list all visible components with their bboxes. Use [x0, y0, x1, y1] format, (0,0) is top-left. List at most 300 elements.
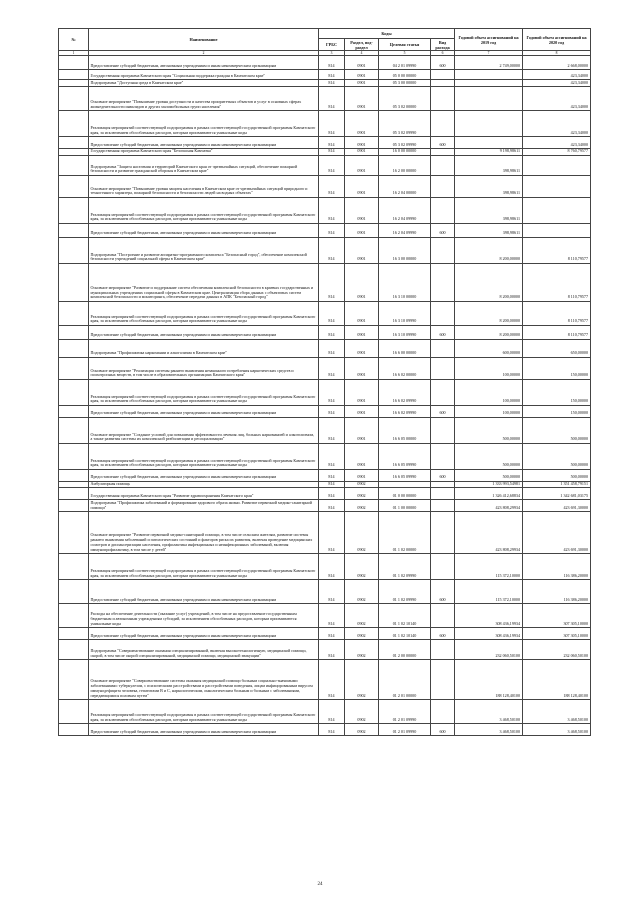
- cell-csr: 16 6 05 00000: [379, 417, 431, 443]
- col-vr-header: Вид расхода: [431, 39, 455, 51]
- cell-grbs: 814: [319, 56, 345, 70]
- budget-table: [58, 28, 591, 736]
- cell-csr: 16 6 00 00000: [379, 339, 431, 357]
- cell-num: [59, 263, 89, 301]
- cell-2019: 500,00000: [455, 469, 523, 481]
- table-row: [59, 237, 591, 263]
- cell-razdel: 0901: [345, 357, 379, 379]
- cell-2020: 3 468,50100: [523, 724, 591, 736]
- cell-2019: 398,98611: [455, 197, 523, 223]
- cell-csr: 16 6 02 09990: [379, 405, 431, 417]
- cell-vr: [431, 339, 455, 357]
- cell-name: Основное мероприятие "Повышение уровня доступности и качества приоритетных объектов и услуг в основных сферах жизнедеятельности инвалидов и других маломобильных групп населения": [89, 87, 319, 111]
- cell-vr: [431, 87, 455, 111]
- cell-grbs: 814: [319, 155, 345, 175]
- cell-csr: 01 1 02 00000: [379, 512, 431, 554]
- cell-razdel: 0901: [345, 443, 379, 469]
- cell-csr: 16 3 10 00000: [379, 263, 431, 301]
- table-row: [59, 357, 591, 379]
- table-row: [59, 379, 591, 405]
- cell-2020: 2 668,00000: [523, 56, 591, 70]
- cell-2019: 100,00000: [455, 379, 523, 405]
- cell-num: [59, 469, 89, 481]
- cell-2020: 3 468,50100: [523, 700, 591, 724]
- page-number: 24: [317, 882, 323, 887]
- cell-vr: [431, 357, 455, 379]
- cell-2020: 500,00000: [523, 443, 591, 469]
- budget-table-sheet: [58, 28, 590, 736]
- cell-vr: 600: [431, 724, 455, 736]
- cell-num: [59, 640, 89, 660]
- cell-2020: 8 110,79577: [523, 325, 591, 339]
- cell-csr: 01 0 00 00000: [379, 488, 431, 500]
- cell-2020: 150,00000: [523, 357, 591, 379]
- cell-grbs: 814: [319, 301, 345, 325]
- cell-csr: 01 2 01 00000: [379, 660, 431, 700]
- cell-name: Основное мероприятие "Совершенствование системы оказания медицинской помощи больным социально-значимыми заболеваниями: туберкулезом, с психическими расстройствами и расстройствами поведения, лицам инфицированным вирусом иммунодефицита человека, гепатитами В и С, наркологическим, онкологическим больным и больным с заболеваниями, передающимися половым путем": [89, 660, 319, 700]
- cell-razdel: 0901: [345, 175, 379, 197]
- cell-vr: [431, 80, 455, 87]
- col-index: 8: [523, 51, 591, 56]
- cell-grbs: 814: [319, 660, 345, 700]
- cell-name: Государственная программа Камчатского края "Безопасная Камчатка": [89, 149, 319, 156]
- cell-name: Расходы на обеспечение деятельности (оказание услуг) учреждений, в том числе на предоставление государственным бюджетным и автономным учреждениям субсидий, за исключением обособленных расходов, которым присваиваются уникальные коды: [89, 604, 319, 628]
- cell-vr: 600: [431, 56, 455, 70]
- cell-num: [59, 405, 89, 417]
- cell-vr: [431, 660, 455, 700]
- cell-2019: 100,00000: [455, 357, 523, 379]
- cell-grbs: 814: [319, 237, 345, 263]
- cell-csr: 01 2 00 00000: [379, 640, 431, 660]
- cell-2020: 423,34000: [523, 80, 591, 87]
- cell-2019: [455, 70, 523, 80]
- cell-num: [59, 724, 89, 736]
- cell-razdel: 0901: [345, 56, 379, 70]
- table-row: [59, 175, 591, 197]
- cell-num: [59, 660, 89, 700]
- cell-vr: 600: [431, 405, 455, 417]
- table-row: [59, 301, 591, 325]
- cell-2020: 423,34000: [523, 87, 591, 111]
- cell-name: Подпрограмма "Профилактика заболеваний и формирование здорового образа жизни. Развитие первичной медико-санитарной помощи": [89, 500, 319, 512]
- cell-vr: 600: [431, 223, 455, 237]
- cell-csr: 05 3 02 09990: [379, 111, 431, 137]
- cell-razdel: 0901: [345, 137, 379, 149]
- cell-2020: 650,00000: [523, 339, 591, 357]
- cell-name: Реализация мероприятий соответствующей подпрограммы в рамках соответствующей государственной программы Камчатского края, за исключением обособленных расходов, которым присваиваются уникальные коды: [89, 379, 319, 405]
- cell-name: Подпрограмма "Совершенствование оказания специализированной, включая высокотехнологичную, медицинской помощи, скорой, в том числе скорой специализированной, медицинской помощи, медицинской эвакуации": [89, 640, 319, 660]
- cell-num: [59, 339, 89, 357]
- cell-grbs: 814: [319, 175, 345, 197]
- cell-name: Государственная программа Камчатского края "Социальная поддержка граждан в Камчатском крае": [89, 70, 319, 80]
- cell-grbs: 814: [319, 111, 345, 137]
- cell-vr: [431, 488, 455, 500]
- cell-2020: [523, 155, 591, 175]
- cell-csr: 16 6 02 00000: [379, 357, 431, 379]
- cell-grbs: 814: [319, 197, 345, 223]
- table-row: [59, 724, 591, 736]
- table-row: [59, 500, 591, 512]
- cell-grbs: 814: [319, 724, 345, 736]
- cell-name: Амбулаторная помощь: [89, 481, 319, 488]
- cell-grbs: 814: [319, 263, 345, 301]
- cell-2019: 188 128,40100: [455, 660, 523, 700]
- table-row: [59, 137, 591, 149]
- cell-name: Основное мероприятие "Развитие первичной медико-санитарной помощи, в том числе сельским жителям, развитие системы раннего выявления заболеваний и патологических состояний и факторов риска их развития, включая проведение медицинских осмотров и диспансеризации населения, профилактика инфекционных и неинфекционных заболеваний, включая иммунопрофилактику, в том числе у детей": [89, 512, 319, 554]
- cell-2019: 9 198,98611: [455, 149, 523, 156]
- cell-csr: 16 2 04 09990: [379, 223, 431, 237]
- cell-vr: [431, 111, 455, 137]
- table-row: [59, 197, 591, 223]
- col-2019-header: Годовой объем ассигнований на 2019 год: [455, 29, 523, 51]
- cell-num: [59, 301, 89, 325]
- cell-vr: [431, 417, 455, 443]
- cell-name: Реализация мероприятий соответствующей подпрограммы в рамках соответствующей государственной программы Камчатского края, за исключением обособленных расходов, которым присваиваются уникальные коды: [89, 700, 319, 724]
- cell-grbs: 814: [319, 628, 345, 640]
- cell-2019: 115 372,10000: [455, 580, 523, 604]
- cell-num: [59, 70, 89, 80]
- cell-razdel: 0902: [345, 580, 379, 604]
- cell-2020: 150,00000: [523, 405, 591, 417]
- table-row: [59, 70, 591, 80]
- cell-2020: [523, 223, 591, 237]
- cell-name: Основное мероприятие "Повышение уровня защиты населения в Камчатском крае от чрезвычайных ситуаций природного и техногенного характера, пожарной безопасности и безопасности людей на водных объектах": [89, 175, 319, 197]
- cell-2020: 232 060,50100: [523, 640, 591, 660]
- cell-num: [59, 700, 89, 724]
- cell-2020: 116 386,20000: [523, 580, 591, 604]
- cell-2020: 423,34000: [523, 70, 591, 80]
- col-index: 6: [431, 51, 455, 56]
- cell-2019: 500,00000: [455, 443, 523, 469]
- cell-grbs: 814: [319, 357, 345, 379]
- cell-2019: 600,00000: [455, 339, 523, 357]
- cell-vr: [431, 149, 455, 156]
- table-row: [59, 417, 591, 443]
- cell-razdel: 0902: [345, 640, 379, 660]
- cell-grbs: 814: [319, 325, 345, 339]
- col-index: 2: [89, 51, 319, 56]
- cell-name: Основное мероприятие "Развитие и поддержание систем обеспечения комплексной безопасности в краевых государственных и муниципальных учреждениях социальной сферы в Камчатском крае. Централизация сбора данных с объектовых систем комплексной безопасности и мониторинга, обеспечение передачи данных в АПК "Безопасный город": [89, 263, 319, 301]
- cell-vr: [431, 500, 455, 512]
- cell-razdel: 0901: [345, 87, 379, 111]
- cell-2019: 1 333 993,54981: [455, 481, 523, 488]
- cell-name: Реализация мероприятий соответствующей подпрограммы в рамках соответствующей государственной программы Камчатского края, за исключением обособленных расходов, которым присваиваются уникальные коды: [89, 443, 319, 469]
- cell-razdel: 0902: [345, 660, 379, 700]
- cell-vr: [431, 604, 455, 628]
- cell-2019: 1 326 412,68834: [455, 488, 523, 500]
- cell-vr: 600: [431, 580, 455, 604]
- table-row: [59, 488, 591, 500]
- cell-2019: [455, 111, 523, 137]
- cell-2020: 8 110,79577: [523, 301, 591, 325]
- cell-name: Государственная программа Камчатского края "Развитие здравоохранения Камчатского края": [89, 488, 319, 500]
- cell-num: [59, 56, 89, 70]
- cell-2019: 308 436,19934: [455, 628, 523, 640]
- cell-vr: [431, 175, 455, 197]
- col-index: 3: [319, 51, 345, 56]
- cell-vr: [431, 640, 455, 660]
- cell-2019: [455, 80, 523, 87]
- cell-name: Основное мероприятие "Создание условий для повышения эффективности лечения лиц, больных наркоманией и алкоголизмом, а также развития системы их комплексной реабилитации и ресоциализации": [89, 417, 319, 443]
- cell-2019: 8 200,00000: [455, 301, 523, 325]
- cell-csr: 05 3 00 00000: [379, 80, 431, 87]
- cell-vr: [431, 197, 455, 223]
- cell-csr: 01 1 00 00000: [379, 500, 431, 512]
- cell-2020: 1 342 681,03175: [523, 488, 591, 500]
- cell-csr: 16 2 04 00000: [379, 175, 431, 197]
- cell-razdel: 0902: [345, 604, 379, 628]
- cell-name: Реализация мероприятий соответствующей подпрограммы в рамках соответствующей государственной программы Камчатского края, за исключением обособленных расходов, которым присваиваются уникальные коды: [89, 554, 319, 580]
- cell-csr: 16 6 02 09990: [379, 379, 431, 405]
- cell-name: Подпрограмма "Доступная среда в Камчатском крае": [89, 80, 319, 87]
- cell-name: Предоставление субсидий бюджетным, автономным учреждениям и иным некоммерческим организациям: [89, 137, 319, 149]
- col-index: 7: [455, 51, 523, 56]
- cell-csr: 05 0 00 00000: [379, 70, 431, 80]
- cell-vr: 600: [431, 137, 455, 149]
- cell-num: [59, 481, 89, 488]
- cell-vr: [431, 443, 455, 469]
- cell-vr: [431, 554, 455, 580]
- cell-razdel: 0902: [345, 724, 379, 736]
- cell-vr: [431, 379, 455, 405]
- table-row: [59, 263, 591, 301]
- cell-grbs: 814: [319, 137, 345, 149]
- cell-num: [59, 223, 89, 237]
- cell-name: Основное мероприятие "Реализация системы раннего выявления незаконного потребления наркотических средств и психотропных веществ, в том числе в образовательных организациях Камчатского края": [89, 357, 319, 379]
- cell-num: [59, 175, 89, 197]
- cell-grbs: 814: [319, 417, 345, 443]
- cell-vr: [431, 70, 455, 80]
- cell-razdel: 0902: [345, 481, 379, 488]
- cell-2019: [455, 87, 523, 111]
- cell-grbs: 814: [319, 604, 345, 628]
- cell-2020: 150,00000: [523, 379, 591, 405]
- cell-2019: 8 200,00000: [455, 325, 523, 339]
- cell-csr: 01 1 02 09990: [379, 554, 431, 580]
- cell-2019: 3 468,50100: [455, 700, 523, 724]
- cell-2019: 398,98611: [455, 223, 523, 237]
- cell-num: [59, 604, 89, 628]
- cell-2020: 500,00000: [523, 469, 591, 481]
- cell-num: [59, 237, 89, 263]
- cell-razdel: 0901: [345, 155, 379, 175]
- cell-num: [59, 357, 89, 379]
- cell-grbs: 814: [319, 80, 345, 87]
- cell-2019: 232 060,50100: [455, 640, 523, 660]
- table-row: [59, 155, 591, 175]
- cell-grbs: 814: [319, 443, 345, 469]
- cell-razdel: 0901: [345, 263, 379, 301]
- cell-grbs: 814: [319, 469, 345, 481]
- table-row: [59, 628, 591, 640]
- cell-csr: 01 1 02 10140: [379, 628, 431, 640]
- cell-razdel: 0901: [345, 325, 379, 339]
- cell-num: [59, 580, 89, 604]
- col-grbs-header: ГРБС: [319, 39, 345, 51]
- cell-razdel: 0901: [345, 80, 379, 87]
- table-row: [59, 56, 591, 70]
- table-row: [59, 512, 591, 554]
- cell-razdel: 0902: [345, 628, 379, 640]
- cell-name: Подпрограмма "Построение и развитие аппаратно-программного комплекса "Безопасный город", обеспечение комплексной безопасности учреждений социальной сферы в Камчатском крае": [89, 237, 319, 263]
- cell-2019: 308 436,19934: [455, 604, 523, 628]
- cell-razdel: 0901: [345, 339, 379, 357]
- col-index: 1: [59, 51, 89, 56]
- cell-grbs: 814: [319, 512, 345, 554]
- table-row: [59, 80, 591, 87]
- cell-2019: 3 468,50100: [455, 724, 523, 736]
- cell-num: [59, 155, 89, 175]
- table-row: [59, 640, 591, 660]
- cell-2020: 423 691,30000: [523, 500, 591, 512]
- table-row: [59, 325, 591, 339]
- cell-grbs: 814: [319, 481, 345, 488]
- cell-2019: 115 372,10000: [455, 554, 523, 580]
- cell-2019: 423 808,29934: [455, 512, 523, 554]
- cell-num: [59, 137, 89, 149]
- cell-vr: 600: [431, 325, 455, 339]
- cell-name: Предоставление субсидий бюджетным, автономным учреждениям и иным некоммерческим организациям: [89, 724, 319, 736]
- cell-num: [59, 87, 89, 111]
- cell-csr: 16 6 05 09990: [379, 443, 431, 469]
- cell-razdel: 0901: [345, 111, 379, 137]
- cell-2020: 423,34000: [523, 137, 591, 149]
- table-row: [59, 700, 591, 724]
- cell-csr: 16 2 04 09990: [379, 197, 431, 223]
- cell-grbs: 814: [319, 554, 345, 580]
- cell-csr: 16 0 00 00000: [379, 149, 431, 156]
- cell-grbs: 814: [319, 405, 345, 417]
- col-2020-header: Годовой объем ассигнований на 2020 год: [523, 29, 591, 51]
- cell-razdel: 0901: [345, 405, 379, 417]
- cell-grbs: 814: [319, 87, 345, 111]
- cell-name: Предоставление субсидий бюджетным, автономным учреждениям и иным некоммерческим организациям: [89, 628, 319, 640]
- cell-name: Предоставление субсидий бюджетным, автономным учреждениям и иным некоммерческим организациям: [89, 325, 319, 339]
- cell-razdel: 0901: [345, 379, 379, 405]
- cell-2020: [523, 197, 591, 223]
- cell-vr: [431, 263, 455, 301]
- col-name-header: Наименование: [89, 29, 319, 51]
- cell-num: [59, 149, 89, 156]
- cell-num: [59, 500, 89, 512]
- cell-num: [59, 325, 89, 339]
- col-num-header: №: [59, 29, 89, 51]
- cell-name: Предоставление субсидий бюджетным, автономным учреждениям и иным некоммерческим организациям: [89, 580, 319, 604]
- cell-name: Предоставление субсидий бюджетным, автономным учреждениям и иным некоммерческим организациям: [89, 469, 319, 481]
- cell-2020: 188 128,40100: [523, 660, 591, 700]
- cell-2020: 8 110,79577: [523, 263, 591, 301]
- cell-vr: [431, 481, 455, 488]
- cell-2020: 423,34000: [523, 111, 591, 137]
- table-body: [59, 56, 591, 736]
- cell-num: [59, 111, 89, 137]
- table-row: [59, 405, 591, 417]
- cell-vr: [431, 512, 455, 554]
- cell-2019: 2 749,00000: [455, 56, 523, 70]
- cell-grbs: 814: [319, 640, 345, 660]
- cell-razdel: 0902: [345, 700, 379, 724]
- table-row: [59, 223, 591, 237]
- table-row: [59, 604, 591, 628]
- cell-num: [59, 379, 89, 405]
- cell-num: [59, 628, 89, 640]
- cell-num: [59, 488, 89, 500]
- cell-grbs: 814: [319, 700, 345, 724]
- cell-num: [59, 554, 89, 580]
- cell-2019: 500,00000: [455, 417, 523, 443]
- cell-grbs: 814: [319, 580, 345, 604]
- cell-csr: 16 3 10 09990: [379, 325, 431, 339]
- cell-name: Реализация мероприятий соответствующей подпрограммы в рамках соответствующей государственной программы Камчатского края, за исключением обособленных расходов, которым присваиваются уникальные коды: [89, 197, 319, 223]
- cell-csr: 01 1 02 10140: [379, 604, 431, 628]
- cell-2019: 398,98611: [455, 175, 523, 197]
- cell-grbs: 814: [319, 488, 345, 500]
- cell-2020: 116 386,20000: [523, 554, 591, 580]
- cell-razdel: 0901: [345, 149, 379, 156]
- cell-2019: 8 200,00000: [455, 263, 523, 301]
- cell-2019: 423 808,29934: [455, 500, 523, 512]
- col-index: 4: [345, 51, 379, 56]
- col-csr-header: Целевая статья: [379, 39, 431, 51]
- table-row: [59, 443, 591, 469]
- cell-2020: 307 305,10000: [523, 628, 591, 640]
- table-row: [59, 87, 591, 111]
- table-row: [59, 339, 591, 357]
- cell-grbs: 814: [319, 500, 345, 512]
- cell-csr: 16 6 05 09990: [379, 469, 431, 481]
- cell-vr: [431, 700, 455, 724]
- cell-csr: 05 3 02 09990: [379, 137, 431, 149]
- cell-razdel: 0902: [345, 488, 379, 500]
- cell-csr: 01 2 01 09990: [379, 700, 431, 724]
- cell-2019: 100,00000: [455, 405, 523, 417]
- cell-grbs: 814: [319, 379, 345, 405]
- cell-2020: [523, 175, 591, 197]
- cell-name: Реализация мероприятий соответствующей подпрограммы в рамках соответствующей государственной программы Камчатского края, за исключением обособленных расходов, которым присваиваются уникальные коды: [89, 111, 319, 137]
- table-row: [59, 580, 591, 604]
- cell-csr: 04 2 01 09990: [379, 56, 431, 70]
- cell-name: Подпрограмма "Защита населения и территорий Камчатского края от чрезвычайных ситуаций, обеспечение пожарной безопасности и развитие гражданской обороны в Камчатском крае": [89, 155, 319, 175]
- cell-vr: [431, 237, 455, 263]
- cell-grbs: 814: [319, 70, 345, 80]
- cell-razdel: 0901: [345, 223, 379, 237]
- cell-num: [59, 512, 89, 554]
- cell-num: [59, 443, 89, 469]
- cell-name: Предоставление субсидий бюджетным, автономным учреждениям и иным некоммерческим организациям: [89, 405, 319, 417]
- cell-csr: 16 3 10 09990: [379, 301, 431, 325]
- cell-csr: 01 2 01 09990: [379, 724, 431, 736]
- cell-2020: 8 760,79577: [523, 149, 591, 156]
- cell-razdel: 0902: [345, 500, 379, 512]
- cell-razdel: 0901: [345, 237, 379, 263]
- table-row: [59, 481, 591, 488]
- cell-2019: 398,98611: [455, 155, 523, 175]
- cell-csr: 16 3 00 00000: [379, 237, 431, 263]
- cell-razdel: 0901: [345, 70, 379, 80]
- cell-2020: 307 305,10000: [523, 604, 591, 628]
- cell-vr: [431, 301, 455, 325]
- cell-2020: 8 110,79577: [523, 237, 591, 263]
- cell-razdel: 0901: [345, 301, 379, 325]
- cell-razdel: 0902: [345, 512, 379, 554]
- cell-razdel: 0901: [345, 417, 379, 443]
- cell-csr: 05 3 02 00000: [379, 87, 431, 111]
- table-row: [59, 660, 591, 700]
- cell-vr: 600: [431, 628, 455, 640]
- cell-2019: [455, 137, 523, 149]
- table-row: [59, 469, 591, 481]
- cell-csr: 01 1 02 09990: [379, 580, 431, 604]
